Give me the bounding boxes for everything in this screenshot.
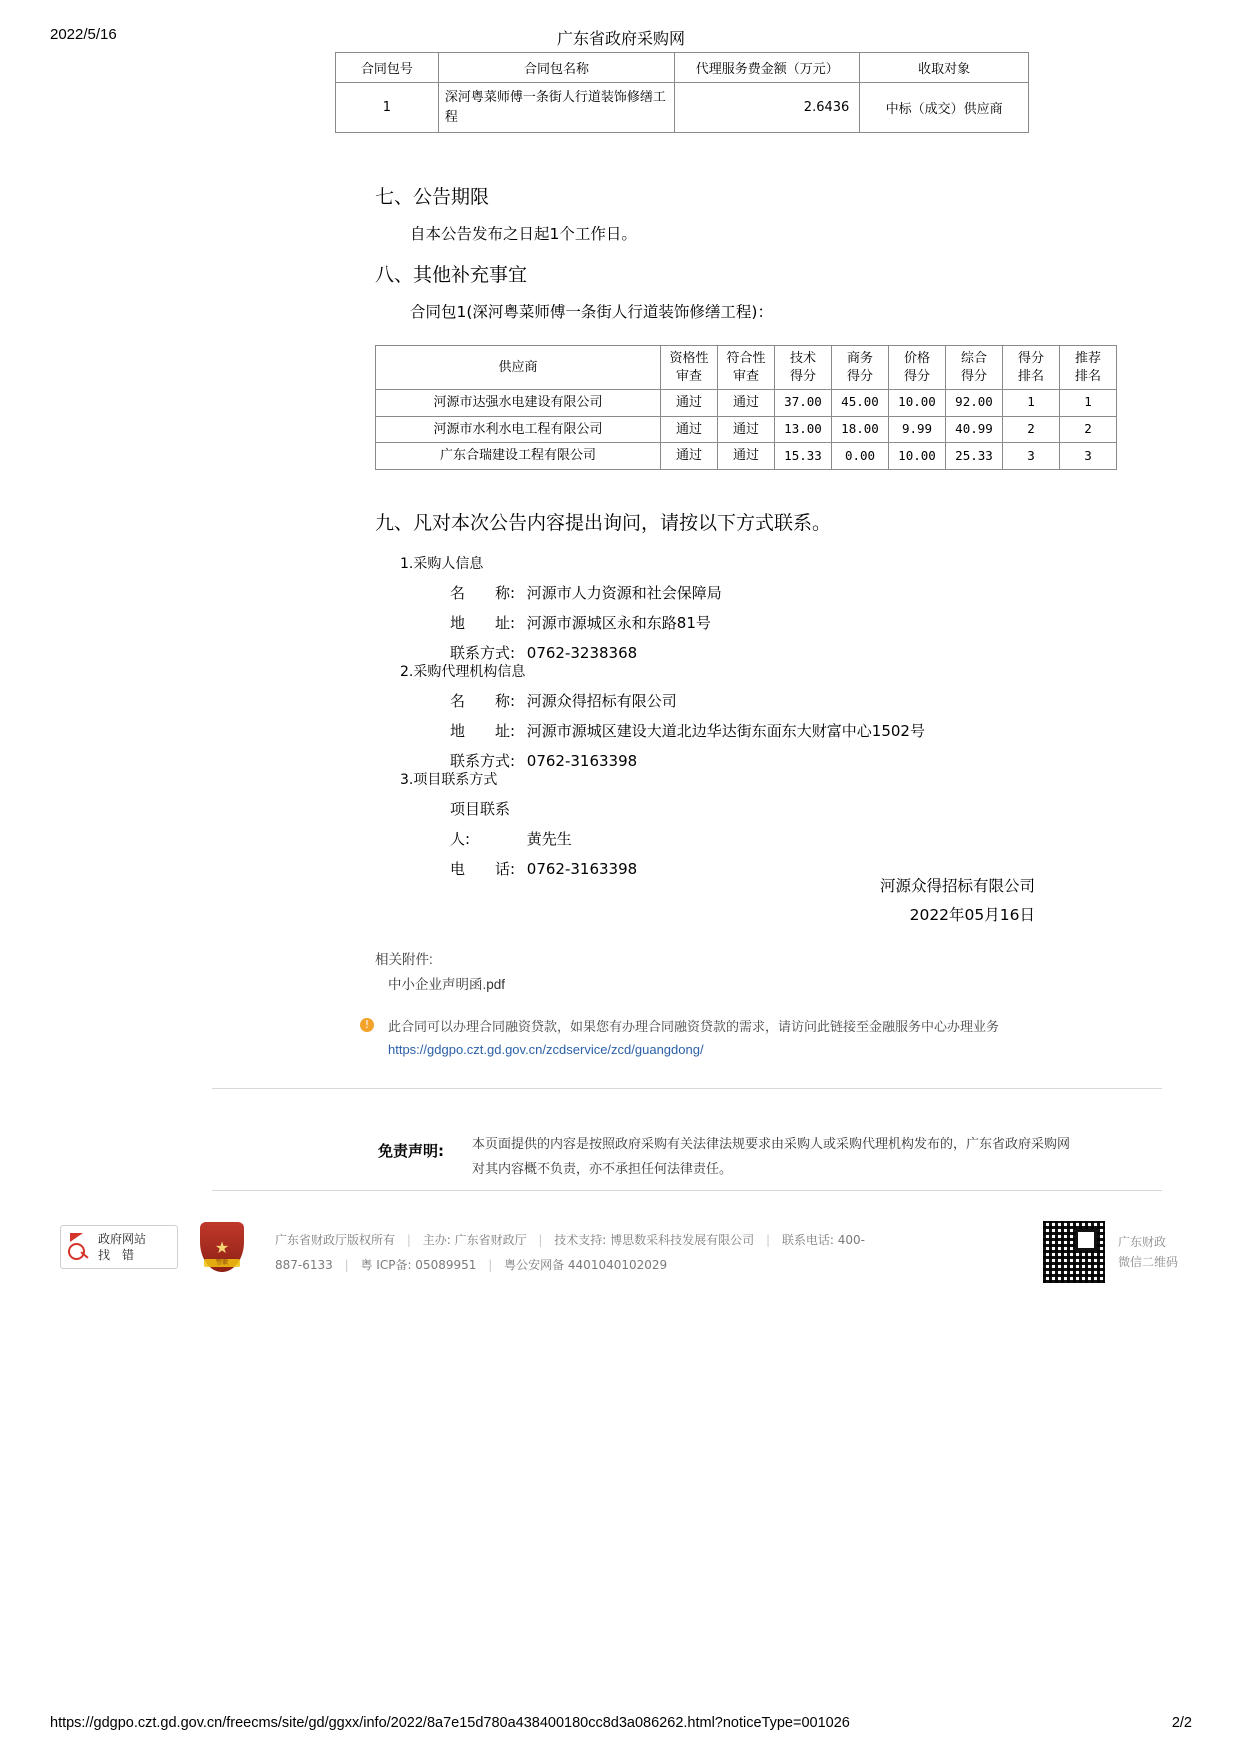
cell-package-name: 深河粤菜师傅一条街人行道装饰修缮工程 [438,83,674,133]
cell-supplier: 河源市水利水电工程有限公司 [376,416,661,443]
cell-price: 10.00 [889,390,946,417]
cell-price: 10.00 [889,443,946,470]
cell-qualification: 通过 [661,390,718,417]
contact-row [450,794,1040,854]
gov-badge-line1: 政府网站 [98,1231,147,1246]
print-page-number: 2/2 [1171,1715,1192,1731]
contact-value: 河源市源城区永和东路81号 [526,614,711,632]
contact-row [450,686,1100,716]
evaluation-score-table [375,345,1117,470]
signature-org: 河源众得招标有限公司 [879,877,1035,895]
table-row [376,390,1117,417]
cell-technical: 37.00 [775,390,832,417]
cell-business: 18.00 [832,416,889,443]
signature-block [520,872,1035,931]
col-package-no: 合同包号 [336,53,439,83]
contact-row [450,608,1040,638]
footer-phone: 联系电话: 400-887-6133 [275,1233,865,1273]
divider-bottom [212,1190,1162,1191]
section-7-text: 自本公告发布之日起1个工作日。 [410,225,637,243]
table-row [336,83,1029,133]
col-score-rank: 得分 排名 [1003,346,1060,390]
wechat-qr-code [1040,1218,1108,1286]
cell-technical: 15.33 [775,443,832,470]
table-row [376,416,1117,443]
print-url: https://gdgpo.czt.gd.gov.cn/freecms/site/gd/ggxx/info/2022/8a7e15d780a438400180cc8d3a086262.html?noticeType=001026 [50,1715,850,1731]
col-supplier: 供应商 [376,346,661,390]
footer-host: 主办: 广东省财政厅 [422,1233,527,1247]
contact-value: 河源市人力资源和社会保障局 [526,584,722,602]
cell-score-rank: 3 [1003,443,1060,470]
col-technical: 技术 得分 [775,346,832,390]
table-header-row [376,346,1117,390]
attachment-link-1[interactable]: 中小企业声明函.pdf [388,977,506,992]
table-header-row [336,53,1029,83]
cell-total: 25.33 [946,443,1003,470]
contact-row [450,578,1040,608]
police-badge[interactable] [200,1222,246,1274]
contact-label: 联系方式: [450,644,516,662]
cell-qualification: 通过 [661,443,718,470]
col-recommend-rank: 推荐 排名 [1060,346,1117,390]
gov-site-report-badge[interactable] [60,1225,178,1269]
cell-compliance: 通过 [718,443,775,470]
table-row [376,443,1117,470]
contact-value: 河源市源城区建设大道北边华达街东面东大财富中心1502号 [526,722,925,740]
gov-badge-text [98,1231,146,1263]
section-7-title: 七、公告期限 [375,186,490,208]
col-package-name: 合同包名称 [438,53,674,83]
cell-fee-target: 中标（成交）供应商 [860,83,1029,133]
warning-icon: ! [360,1018,374,1032]
cell-supplier: 广东合瑞建设工程有限公司 [376,443,661,470]
contact-label: 名 称: [450,584,516,602]
cell-total: 40.99 [946,416,1003,443]
cell-business: 0.00 [832,443,889,470]
cell-price: 9.99 [889,416,946,443]
col-fee-target: 收取对象 [860,53,1029,83]
qr-label-line2: 微信二维码 [1118,1255,1179,1270]
cell-business: 45.00 [832,390,889,417]
site-title: 广东省政府采购网 [556,29,685,48]
col-fee-amount: 代理服务费金额（万元） [675,53,860,83]
loan-service-link[interactable]: https://gdgpo.czt.gd.gov.cn/zcdservice/zcd/guangdong/ [388,1042,704,1057]
contact-label: 项目联系人: [450,800,511,848]
col-business: 商务 得分 [832,346,889,390]
contact-label: 地 址: [450,614,516,632]
gov-badge-line2: 找 错 [98,1248,135,1262]
police-badge-label: 警徽 [204,1259,240,1267]
contact-value: 0762-3238368 [526,644,638,662]
disclaimer-body: 本页面提供的内容是按照政府采购有关法律法规要求由采购人或采购代理机构发布的，广东省政府采购网对其内容概不负责，亦不承担任何法律责任。 [472,1137,1071,1177]
col-qualification: 资格性 审查 [661,346,718,390]
contact-heading: 2.采购代理机构信息 [400,664,526,680]
signature-date: 2022年05月16日 [909,906,1035,925]
contact-label: 电 话: [450,860,516,878]
contact-block-project [400,766,1040,884]
contact-row [450,716,1100,746]
contact-heading: 1.采购人信息 [400,556,484,572]
contact-value: 0762-3163398 [526,860,638,878]
footer-info: 广东省财政厅版权所有 | 主办: 广东省财政厅 | 技术支持: 博思数采科技发展有限公司 | 联系电话: 400-887-6133 | 粤 ICP备: 05089951 | 粤公安网备 4401040102029 [275,1233,865,1273]
contact-block-purchaser [400,550,1040,668]
cell-total: 92.00 [946,390,1003,417]
col-total: 综合 得分 [946,346,1003,390]
print-date: 2022/5/16 [50,26,117,43]
agency-fee-table [335,52,1029,133]
cell-compliance: 通过 [718,416,775,443]
section-9-title: 九、凡对本次公告内容提出询问，请按以下方式联系。 [375,512,832,534]
contact-value: 河源众得招标有限公司 [526,692,677,710]
cell-recommend-rank: 2 [1060,416,1117,443]
disclaimer-title: 免责声明: [378,1142,444,1160]
col-compliance: 符合性 审查 [718,346,775,390]
qr-label [1118,1232,1178,1273]
loan-notice-text: 此合同可以办理合同融资贷款，如果您有办理合同融资贷款的需求，请访问此链接至金融服务中心办理业务 [388,1019,1000,1034]
magnifier-icon [67,1232,93,1262]
qr-label-line1: 广东财政 [1118,1235,1167,1249]
cell-supplier: 河源市达强水电建设有限公司 [376,390,661,417]
contact-label: 联系方式: [450,752,516,770]
col-price: 价格 得分 [889,346,946,390]
cell-recommend-rank: 1 [1060,390,1117,417]
cell-score-rank: 1 [1003,390,1060,417]
contact-value: 0762-3163398 [526,752,638,770]
cell-compliance: 通过 [718,390,775,417]
shield-icon: ★ 警徽 [200,1222,244,1272]
cell-recommend-rank: 3 [1060,443,1117,470]
section-8-title: 八、其他补充事宜 [375,264,528,286]
contact-block-agency [400,658,1100,776]
section-8-intro: 合同包1(深河粤菜师傅一条街人行道装饰修缮工程)： [410,303,773,321]
cell-technical: 13.00 [775,416,832,443]
cell-package-no: 1 [336,83,439,133]
contact-label: 地 址: [450,722,516,740]
divider-top [212,1088,1162,1089]
contact-label: 名 称: [450,692,516,710]
footer-police-record[interactable]: 粤公安网备 4401040102029 [504,1258,668,1273]
attachments-title: 相关附件: [375,952,433,967]
cell-fee-amount: 2.6436 [675,83,860,133]
contact-heading: 3.项目联系方式 [400,772,498,788]
cell-qualification: 通过 [661,416,718,443]
footer-tech: 技术支持: 博思数采科技发展有限公司 [554,1233,755,1247]
footer-icp[interactable]: 粤 ICP备: 05089951 [360,1258,477,1273]
contact-value: 黄先生 [526,830,572,848]
cell-score-rank: 2 [1003,416,1060,443]
footer-copyright: 广东省财政厅版权所有 [275,1233,396,1247]
